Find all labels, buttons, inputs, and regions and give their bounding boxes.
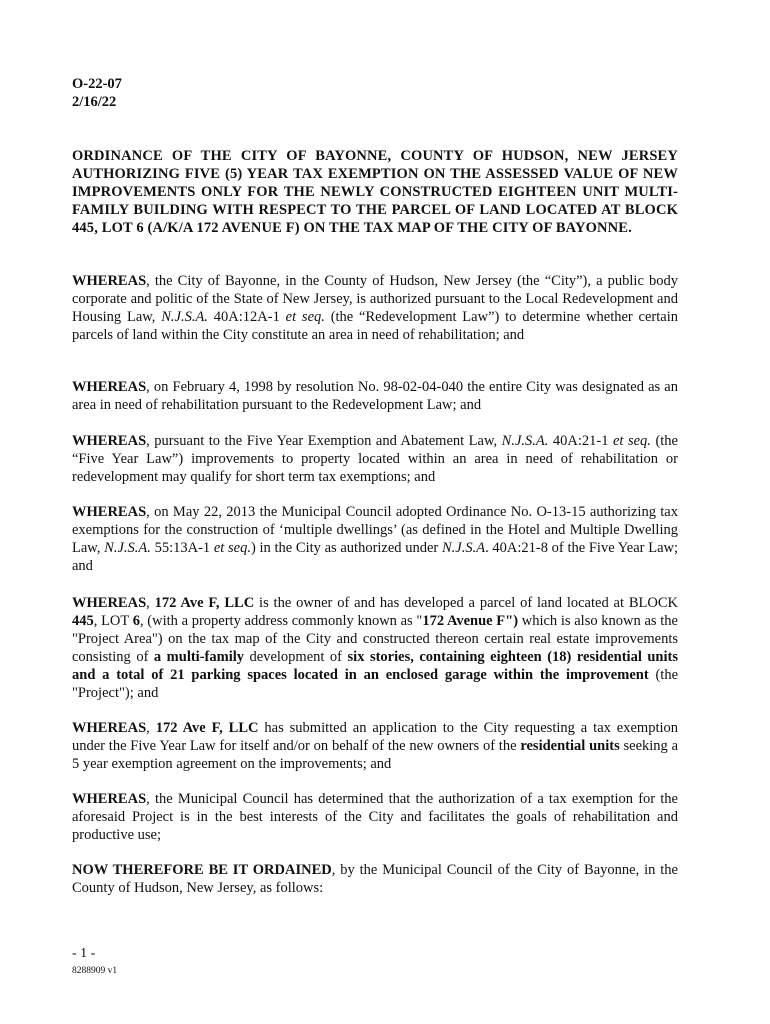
ordinance-title: ORDINANCE OF THE CITY OF BAYONNE, COUNTY OF HUDSON, NEW JERSEY AUTHORIZING FIVE (5) YEAR TAX EXEMPTION ON THE ASSESSED VALUE OF NEW IMPROVEMENTS ONLY FOR THE NEWLY CONSTRUCTED EIGHTEEN UNIT MULTI-FAMILY BUILDING WITH RESPECT TO THE PARCEL OF LAND LOCATED AT BLOCK 445, LOT 6 (A/K/A 172 AVENUE F) ON THE TAX MAP OF THE CITY OF BAYONNE. [72, 148, 678, 236]
ordinance-date: 2/16/22 [72, 94, 117, 110]
ordained-paragraph: NOW THEREFORE BE IT ORDAINED, by the Municipal Council of the City of Bayonne, in the County of Hudson, New Jersey, as follows: [72, 862, 678, 896]
whereas-paragraph-7: WHEREAS, the Municipal Council has determined that the authorization of a tax exemption for the aforesaid Project is in the best interests of the City and facilitates the goals of rehabilitation and productive use; [72, 791, 678, 843]
ordinance-number: O-22-07 [72, 76, 122, 92]
whereas-paragraph-4: WHEREAS, on May 22, 2013 the Municipal Council adopted Ordinance No. O-13-15 authorizing tax exemptions for the construction of ‘multiple dwellings’ (as defined in the Hotel and Multiple Dwelling Law, N.J.S.A. 55:13A-1 et seq.) in the City as authorized under N.J.S.A. 40A:21-8 of the Five Year Law; and [72, 504, 678, 574]
document-id: 8288909 v1 [72, 966, 118, 976]
whereas-paragraph-5: WHEREAS, 172 Ave F, LLC is the owner of and has developed a parcel of land located at BLOCK 445, LOT 6, (with a property address commonly known as "172 Avenue F") which is also known as the "Project Area") on the tax map of the City and constructed thereon certain real estate improvements consisting of a multi-family development of six stories, containing eighteen (18) residential units and a total of 21 parking spaces located in an enclosed garage within the improvement (the "Project"); and [72, 595, 679, 701]
whereas-paragraph-2: WHEREAS, on February 4, 1998 by resolution No. 98-02-04-040 the entire City was designated as an area in need of rehabilitation pursuant to the Redevelopment Law; and [72, 379, 678, 413]
residential-units-emphasis: residential units [520, 738, 620, 754]
page-number: - 1 - [72, 946, 96, 961]
whereas-paragraph-3: WHEREAS, pursuant to the Five Year Exemption and Abatement Law, N.J.S.A. 40A:21-1 et seq. (the “Five Year Law”) improvements to property located within an area in need of rehabilitation or redevelopment may qualify for short term tax exemptions; and [72, 433, 678, 485]
whereas-paragraph-6: WHEREAS, 172 Ave F, LLC has submitted an application to the City requesting a tax exemption under the Five Year Law for itself and/or on behalf of the new owners of the residential units seeking a 5 year exemption agreement on the improvements; and [72, 720, 679, 772]
whereas-paragraph-1: WHEREAS, the City of Bayonne, in the County of Hudson, New Jersey (the “City”), a public body corporate and politic of the State of New Jersey, is authorized pursuant to the Local Redevelopment and Housing Law, N.J.S.A. 40A:12A-1 et seq. (the “Redevelopment Law”) to determine whether certain parcels of land within the City constitute an area in need of rehabilitation; and [72, 273, 678, 343]
